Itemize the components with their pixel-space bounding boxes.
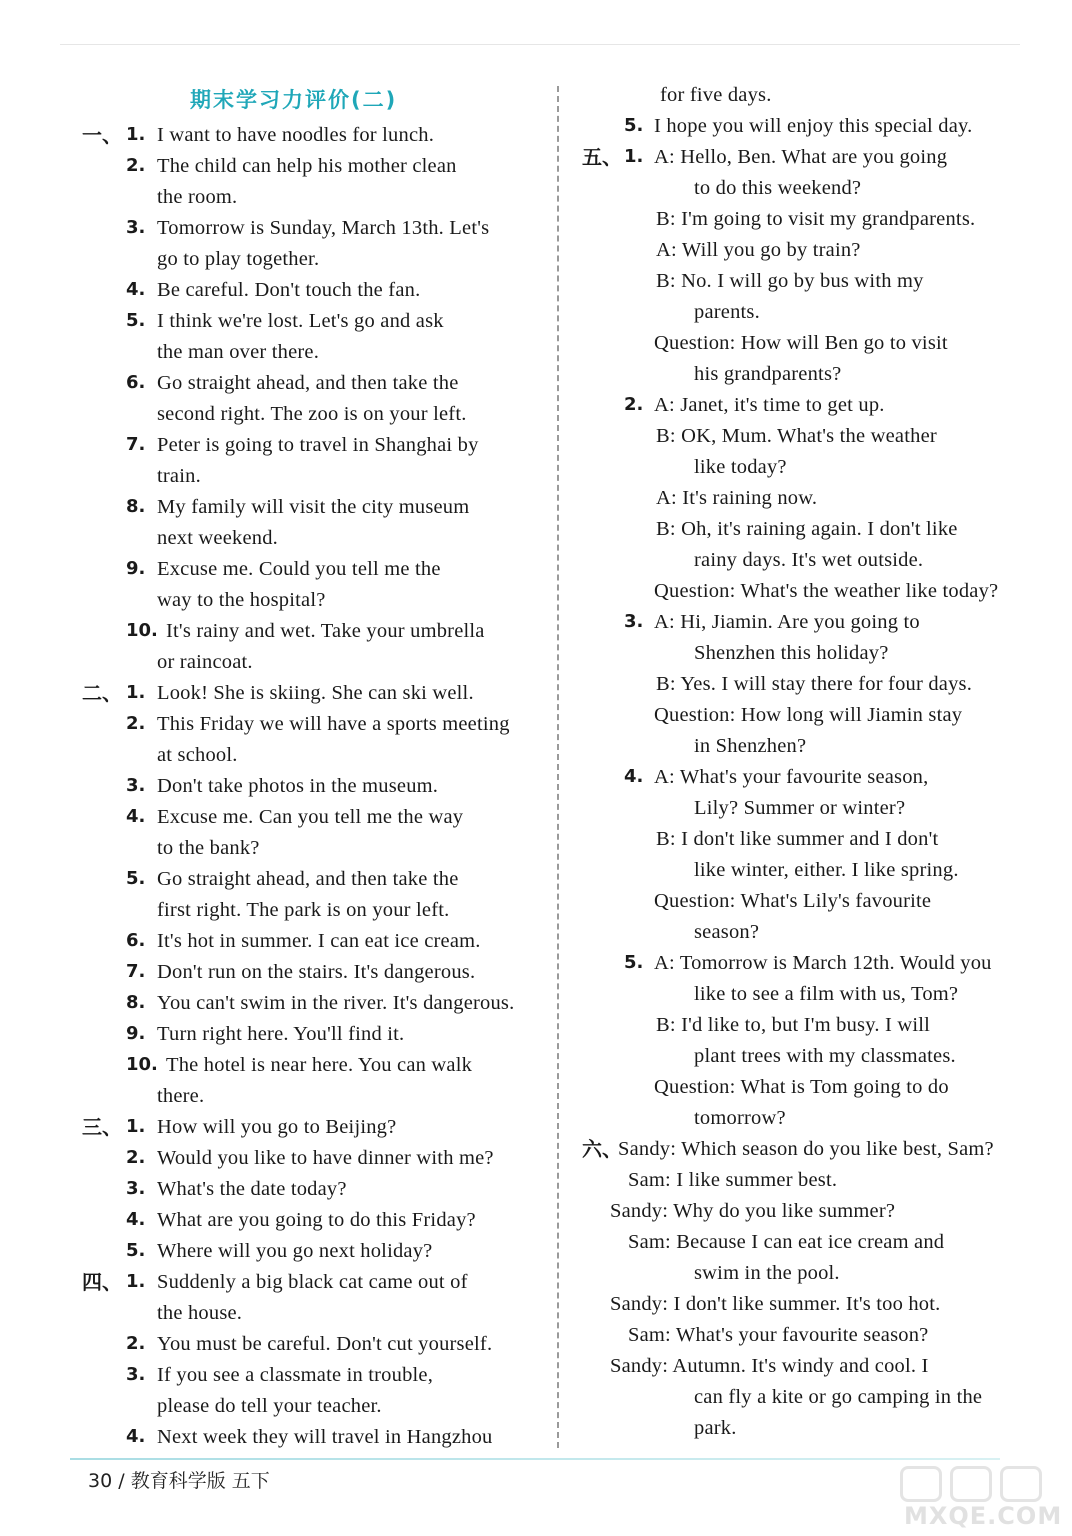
answer-line: Turn right here. You'll find it. bbox=[157, 1023, 405, 1045]
answer-line: to the bank? bbox=[157, 837, 260, 859]
item-number: 3. bbox=[126, 1178, 146, 1199]
answer-line: next weekend. bbox=[157, 527, 278, 549]
answer-line: train. bbox=[157, 465, 201, 487]
section-marker: 六、 bbox=[582, 1137, 622, 1161]
watermark-logo bbox=[890, 1462, 1063, 1532]
answer-line: B: I'm going to visit my grandparents. bbox=[656, 208, 976, 230]
answer-line: If you see a classmate in trouble, bbox=[157, 1364, 434, 1386]
answer-line: first right. The park is on your left. bbox=[157, 899, 450, 921]
section-marker: 三、 bbox=[82, 1115, 122, 1139]
answer-line: the man over there. bbox=[157, 341, 320, 363]
item-number: 10. bbox=[126, 1054, 158, 1075]
answer-line: Sandy: Autumn. It's windy and cool. I bbox=[610, 1355, 929, 1377]
answer-line: I hope you will enjoy this special day. bbox=[654, 115, 973, 137]
answer-line: there. bbox=[157, 1085, 205, 1107]
answer-line: Question: How long will Jiamin stay bbox=[654, 704, 963, 726]
answer-line: Sam: Because I can eat ice cream and bbox=[628, 1231, 945, 1253]
item-number: 2. bbox=[126, 1333, 146, 1354]
page-number: 30 bbox=[88, 1470, 113, 1492]
answer-line: can fly a kite or go camping in the bbox=[694, 1386, 983, 1408]
watermark-box-icon bbox=[950, 1466, 992, 1502]
answer-line: parents. bbox=[694, 301, 760, 323]
item-number: 2. bbox=[126, 1147, 146, 1168]
answer-line: The hotel is near here. You can walk bbox=[166, 1054, 473, 1076]
item-number: 4. bbox=[624, 766, 644, 787]
answer-line: I want to have noodles for lunch. bbox=[157, 124, 435, 146]
answer-line: It's hot in summer. I can eat ice cream. bbox=[157, 930, 481, 952]
answer-line: rainy days. It's wet outside. bbox=[694, 549, 924, 571]
answer-line: B: Yes. I will stay there for four days. bbox=[656, 673, 973, 695]
answer-line: A: Tomorrow is March 12th. Would you bbox=[654, 952, 992, 974]
answer-line: like to see a film with us, Tom? bbox=[694, 983, 959, 1005]
answer-line: Sandy: I don't like summer. It's too hot. bbox=[610, 1293, 941, 1315]
answer-line: A: It's raining now. bbox=[656, 487, 818, 509]
answer-line: Shenzhen this holiday? bbox=[694, 642, 889, 664]
answer-line: park. bbox=[694, 1417, 737, 1439]
answer-line: A: Janet, it's time to get up. bbox=[654, 394, 885, 416]
answer-line: tomorrow? bbox=[694, 1107, 786, 1129]
answer-line: second right. The zoo is on your left. bbox=[157, 403, 467, 425]
item-number: 3. bbox=[126, 775, 146, 796]
answer-line: B: OK, Mum. What's the weather bbox=[656, 425, 937, 447]
item-number: 9. bbox=[126, 558, 146, 579]
item-number: 7. bbox=[126, 961, 146, 982]
answer-line: Question: What's the weather like today? bbox=[654, 580, 999, 602]
item-number: 2. bbox=[126, 155, 146, 176]
answer-line: the house. bbox=[157, 1302, 243, 1324]
page-title: 期末学习力评价(二) bbox=[190, 88, 398, 112]
answer-line: A: What's your favourite season, bbox=[654, 766, 929, 788]
answer-line: A: Will you go by train? bbox=[656, 239, 861, 261]
answer-line: What's the date today? bbox=[157, 1178, 347, 1200]
item-number: 3. bbox=[126, 217, 146, 238]
item-number: 4. bbox=[126, 1426, 146, 1447]
answer-line: Sandy: Why do you like summer? bbox=[610, 1200, 896, 1222]
answer-line: swim in the pool. bbox=[694, 1262, 840, 1284]
column-divider bbox=[557, 86, 559, 1448]
answer-line: B: No. I will go by bus with my bbox=[656, 270, 924, 292]
answer-line: Where will you go next holiday? bbox=[157, 1240, 433, 1262]
item-number: 7. bbox=[126, 434, 146, 455]
item-number: 8. bbox=[126, 496, 146, 517]
section-marker: 一、 bbox=[82, 123, 122, 147]
watermark-box-icon bbox=[900, 1466, 942, 1502]
answer-line: Lily? Summer or winter? bbox=[694, 797, 906, 819]
item-number: 6. bbox=[126, 372, 146, 393]
section-marker: 四、 bbox=[82, 1270, 122, 1294]
answer-line: like today? bbox=[694, 456, 787, 478]
item-number: 5. bbox=[126, 868, 146, 889]
item-number: 10. bbox=[126, 620, 158, 641]
item-number: 5. bbox=[126, 1240, 146, 1261]
answer-line: What are you going to do this Friday? bbox=[157, 1209, 476, 1231]
item-number: 5. bbox=[624, 952, 644, 973]
answer-line: Go straight ahead, and then take the bbox=[157, 868, 459, 890]
answer-line: to do this weekend? bbox=[694, 177, 862, 199]
answer-line: Be careful. Don't touch the fan. bbox=[157, 279, 421, 301]
answer-line: How will you go to Beijing? bbox=[157, 1116, 397, 1138]
item-number: 1. bbox=[624, 146, 644, 167]
item-number: 1. bbox=[126, 1271, 146, 1292]
answer-line: Excuse me. Can you tell me the way bbox=[157, 806, 464, 828]
answer-line: The child can help his mother clean bbox=[157, 155, 457, 177]
item-number: 5. bbox=[126, 310, 146, 331]
answer-line: I think we're lost. Let's go and ask bbox=[157, 310, 444, 332]
item-number: 2. bbox=[624, 394, 644, 415]
item-number: 1. bbox=[126, 1116, 146, 1137]
answer-line: It's rainy and wet. Take your umbrella bbox=[166, 620, 485, 642]
item-number: 1. bbox=[126, 682, 146, 703]
answer-line: Question: What's Lily's favourite bbox=[654, 890, 932, 912]
item-number: 5. bbox=[624, 115, 644, 136]
answer-line: Next week they will travel in Hangzhou bbox=[157, 1426, 493, 1448]
answer-line: B: I don't like summer and I don't bbox=[656, 828, 939, 850]
answer-line: Sam: I like summer best. bbox=[628, 1169, 838, 1191]
answer-line: B: I'd like to, but I'm busy. I will bbox=[656, 1014, 931, 1036]
section-marker: 五、 bbox=[582, 145, 622, 169]
item-number: 4. bbox=[126, 279, 146, 300]
answer-line: Suddenly a big black cat came out of bbox=[157, 1271, 468, 1293]
answer-line: go to play together. bbox=[157, 248, 320, 270]
answer-line: Peter is going to travel in Shanghai by bbox=[157, 434, 479, 456]
footer-separator: / bbox=[118, 1470, 125, 1492]
item-number: 8. bbox=[126, 992, 146, 1013]
top-rule bbox=[60, 44, 1020, 45]
item-number: 6. bbox=[126, 930, 146, 951]
answer-line: Go straight ahead, and then take the bbox=[157, 372, 459, 394]
item-number: 2. bbox=[126, 713, 146, 734]
answer-line: at school. bbox=[157, 744, 238, 766]
answer-line: for five days. bbox=[660, 84, 772, 106]
answer-line: A: Hello, Ben. What are you going bbox=[654, 146, 948, 168]
answer-line: Look! She is skiing. She can ski well. bbox=[157, 682, 474, 704]
watermark-text: MXQE.COM bbox=[904, 1502, 1063, 1530]
item-number: 3. bbox=[126, 1364, 146, 1385]
answer-line: please do tell your teacher. bbox=[157, 1395, 382, 1417]
bottom-rule bbox=[70, 1458, 1000, 1460]
answer-line: Don't take photos in the museum. bbox=[157, 775, 439, 797]
answer-line: Sam: What's your favourite season? bbox=[628, 1324, 929, 1346]
item-number: 1. bbox=[126, 124, 146, 145]
answer-line: the room. bbox=[157, 186, 238, 208]
answer-line: B: Oh, it's raining again. I don't like bbox=[656, 518, 958, 540]
answer-line: A: Hi, Jiamin. Are you going to bbox=[654, 611, 920, 633]
item-number: 4. bbox=[126, 1209, 146, 1230]
answer-line: My family will visit the city museum bbox=[157, 496, 470, 518]
answer-line: his grandparents? bbox=[694, 363, 842, 385]
answer-line: way to the hospital? bbox=[157, 589, 326, 611]
answer-line: Question: What is Tom going to do bbox=[654, 1076, 949, 1098]
answer-line: plant trees with my classmates. bbox=[694, 1045, 956, 1067]
answer-line: Question: How will Ben go to visit bbox=[654, 332, 948, 354]
answer-line: Tomorrow is Sunday, March 13th. Let's bbox=[157, 217, 490, 239]
answer-line: Would you like to have dinner with me? bbox=[157, 1147, 494, 1169]
page-footer bbox=[88, 1466, 270, 1493]
answer-line: This Friday we will have a sports meeting bbox=[157, 713, 510, 735]
book-edition: 教育科学版 五下 bbox=[130, 1470, 270, 1492]
item-number: 4. bbox=[126, 806, 146, 827]
section-marker: 二、 bbox=[82, 681, 122, 705]
answer-line: Sandy: Which season do you like best, Sam? bbox=[618, 1138, 994, 1160]
item-number: 9. bbox=[126, 1023, 146, 1044]
answer-line: Excuse me. Could you tell me the bbox=[157, 558, 441, 580]
answer-line: You can't swim in the river. It's dangerous. bbox=[157, 992, 515, 1014]
answer-line: like winter, either. I like spring. bbox=[694, 859, 959, 881]
watermark-box-icon bbox=[1000, 1466, 1042, 1502]
answer-line: in Shenzhen? bbox=[694, 735, 807, 757]
item-number: 3. bbox=[624, 611, 644, 632]
answer-line: season? bbox=[694, 921, 760, 943]
answer-line: Don't run on the stairs. It's dangerous. bbox=[157, 961, 476, 983]
answer-line: You must be careful. Don't cut yourself. bbox=[157, 1333, 493, 1355]
answer-line: or raincoat. bbox=[157, 651, 253, 673]
